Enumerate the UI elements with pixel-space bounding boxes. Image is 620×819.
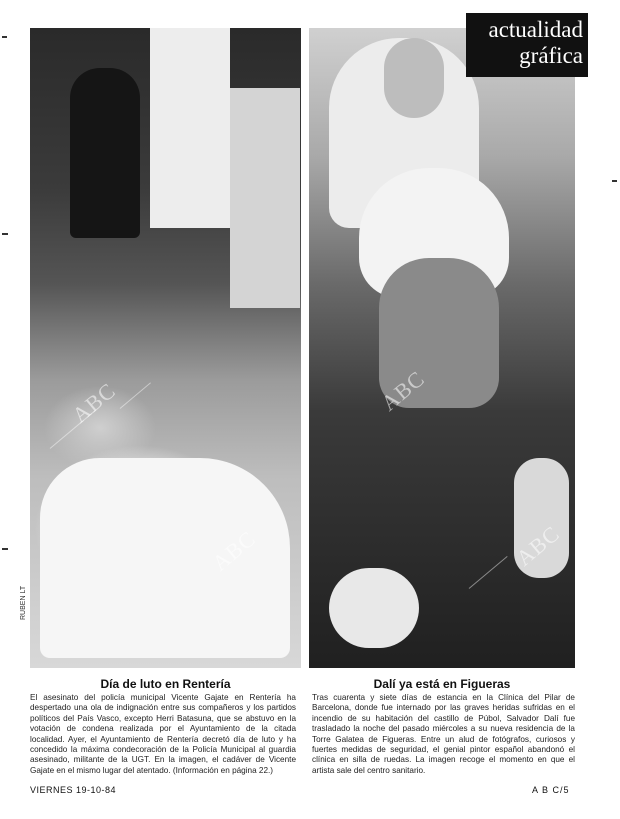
body-text-left: El asesinato del policía municipal Vicente Gajate en Rentería ha despertado una ola de indignación entre sus compañeros y los partidos políticos del País Vasco, excepto Herri Batasuna, que se abstuvo en la votación de condena realizada por el Ayuntamiento de la citada localidad. Ayer, el Ayuntamiento de Rentería decretó día de luto y ha concedido la máxima condecoración de la Policía Municipal al guardia asesinado, militante de la UGT. En la imagen, el cadáver de Vicente Gajate en el mismo lugar del atentado. (Información en página 22.) (30, 693, 296, 775)
watermark-abc: ABC (67, 377, 121, 428)
edge-mark (2, 233, 8, 235)
section-tag-line2: gráfica (519, 43, 583, 68)
photo-credit: RUBEN LT (20, 585, 27, 620)
photo-covered-body (40, 458, 290, 658)
photo-door (150, 28, 230, 228)
photo-nurse-face (384, 38, 444, 118)
watermark-abc: ABC (511, 520, 565, 571)
edge-mark (612, 180, 617, 182)
watermark-abc: ABC (376, 365, 430, 416)
watermark-abc: ABC (207, 525, 261, 576)
body-text-right: Tras cuarenta y siete días de estancia en la Clínica del Pilar de Barcelona, donde fue internado por las graves heridas sufridas en el incendio de su habitación del castillo de Púbol, Salvador Dalí fue trasladado la noche del pasado miércoles a su nueva residencia de la Torre Galatea de Figueras. Entre un alud de fotógrafos, curiosos y fuertes medidas de seguridad, el genial pintor español abandonó el clínica en silla de ruedas. La imagen recoge el momento en que el artista sale del centro sanitario. (312, 693, 575, 775)
section-tag (466, 13, 588, 77)
headline-right: Dalí ya está en Figueras (373, 677, 511, 691)
edge-mark (2, 36, 7, 38)
section-tag-line1: actualidad (488, 17, 583, 42)
edge-mark (2, 548, 8, 550)
watermark-abc: ABC (67, 665, 121, 716)
photo-hand (329, 568, 419, 648)
photo-wall (230, 88, 300, 308)
footer-date: VIERNES 19-10-84 (30, 785, 117, 795)
watermark-line (120, 382, 151, 408)
watermark-line (469, 556, 508, 589)
footer-page-number: A B C/5 (532, 785, 570, 795)
headline-left: Día de luto en Rentería (100, 677, 231, 691)
photo-dali-figueras (309, 28, 575, 668)
photo-figure (70, 68, 140, 238)
